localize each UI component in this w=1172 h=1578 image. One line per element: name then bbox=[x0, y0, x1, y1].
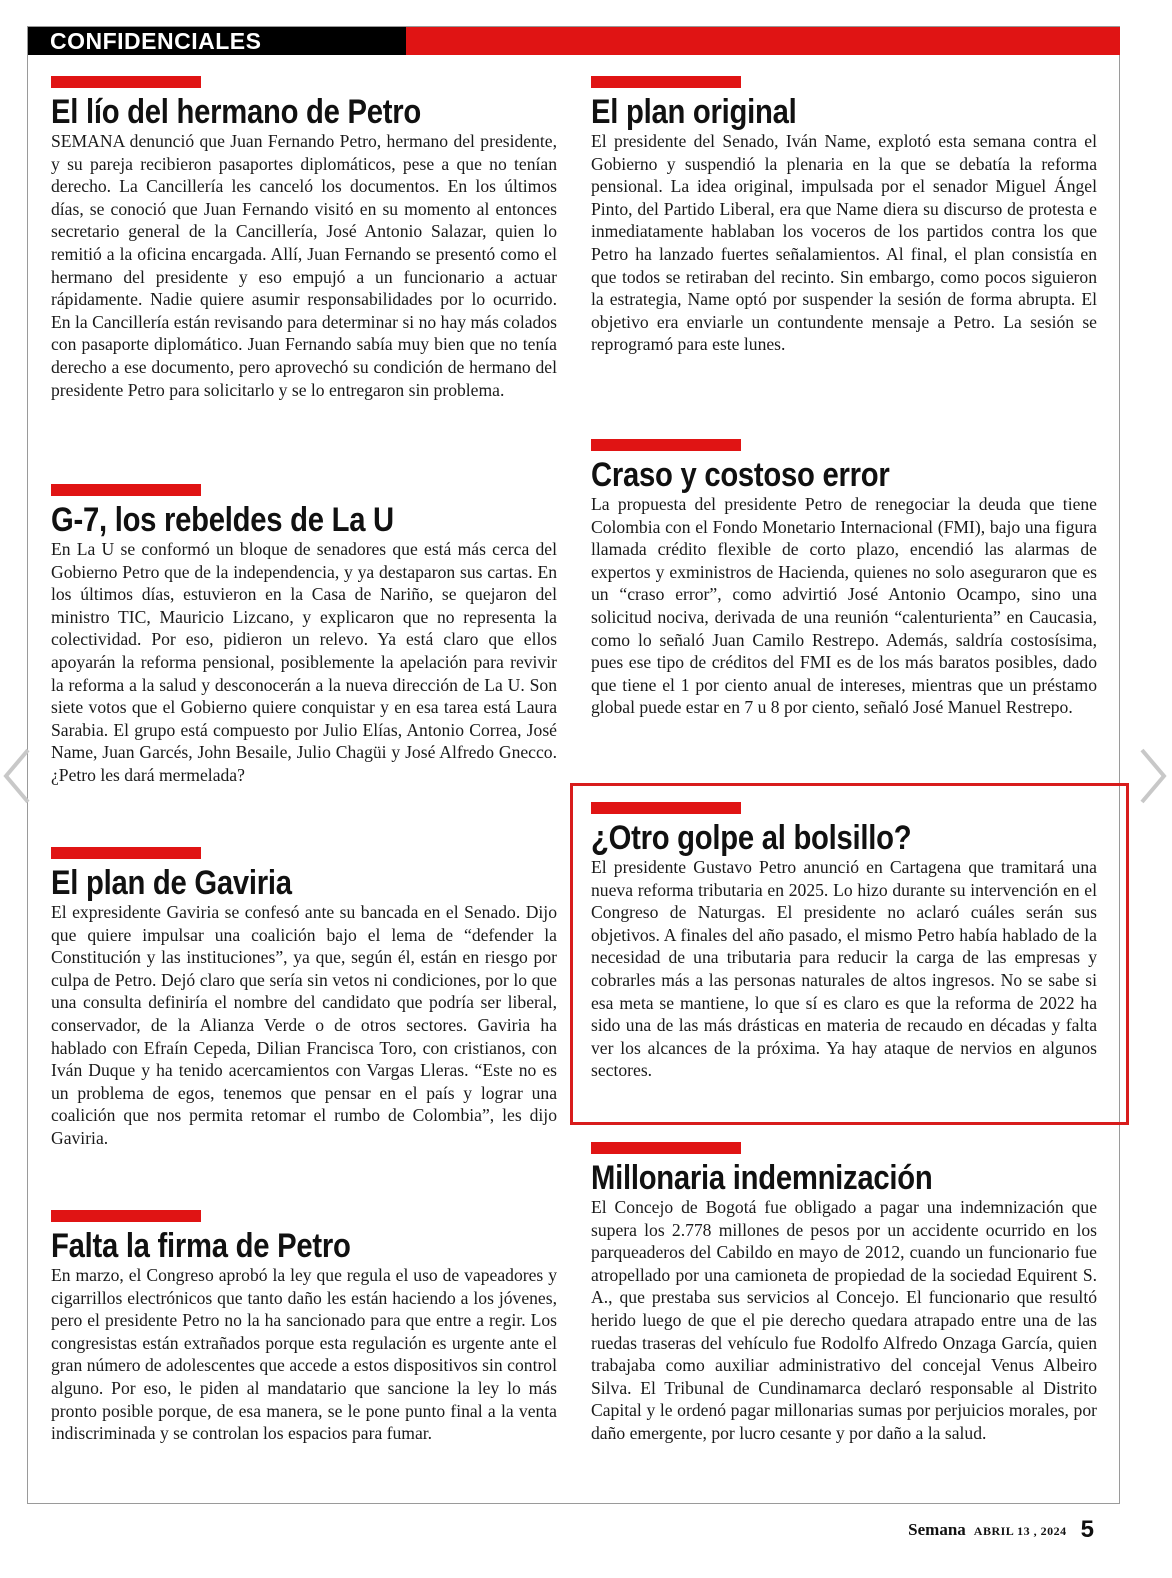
section-label: CONFIDENCIALES bbox=[28, 27, 406, 55]
headline-accent-bar bbox=[51, 76, 201, 88]
section-header-bar bbox=[28, 27, 1120, 55]
article-g7-rebeldes bbox=[51, 484, 557, 787]
article-body: SEMANA denunció que Juan Fernando Petro, hermano del presidente, y su pareja recibieron pasaportes diplomáticos, pese a que no tenían derecho. La Cancillería les canceló los documentos. En los últimos días, se conoció que Juan Fernando visitó en su momento al entonces secretario general de la Cancillería, José Antonio Salazar, quien lo remitió a la oficina encargada. Allí, Juan Fernando se presentó como el hermano del presidente y eso empujó a un funcionario a actuar rápidamente. Nadie quiere asumir responsabilidades por lo ocurrido. En la Cancillería están revisando para determinar si no hay más colados con pasaporte diplomático. Juan Fernando sabía muy bien que no tenía derecho a ese documento, pero aprovechó su condición de hermano del presidente Petro para solicitarlo y se lo entregaron sin problema. bbox=[51, 131, 557, 400]
article-hermano-petro bbox=[51, 76, 557, 401]
headline-accent-bar bbox=[591, 439, 741, 451]
article-headline: G-7, los rebeldes de La U bbox=[51, 501, 394, 539]
article-body: El presidente del Senado, Iván Name, explotó esta semana contra el Gobierno y suspendió la plenaria en la que se debatía la reforma pensional. La idea original, impulsada por el senador Miguel Ángel Pinto, del Partido Liberal, era que Name diera su discurso de protesta e inmediatamente hablaban los voceros de los partidos contra los que Petro ha lanzado fuertes señalamientos. Al final, el plan consistía en que todos se retiraban del recinto. Sin embargo, como pocos siguieron la estrategia, Name optó por suspender la sesión de forma abrupta. El objetivo era enviarle un contundente mensaje a Petro. La sesión se reprogramó para este lunes. bbox=[591, 131, 1097, 355]
article-headline: El plan de Gaviria bbox=[51, 864, 292, 902]
article-body: El expresidente Gaviria se confesó ante su bancada en el Senado. Dijo que quiere impulsar una coalición bajo el lema de “defender la Constitución y las instituciones”, ya que, según él, están en riesgo por culpa de Petro. Dejó claro que sería sin vetos ni condiciones, por lo que una consulta definiría el nombre del candidato que podría ser liberal, conservador, de la Alianza Verde o de otros sectores. Gaviria ha hablado con Efraín Cepeda, Dilian Francisca Toro, con cristianos, con Iván Duque y ha tenido acercamientos con Vargas Lleras. “Este no es un problema de egos, tenemos que pensar en el país y lograr una coalición que nos permita retomar el rumbo de Colombia”, les dijo Gaviria. bbox=[51, 902, 557, 1148]
chevron-right-icon[interactable] bbox=[1136, 746, 1170, 806]
article-plan-original bbox=[591, 76, 1097, 356]
headline-accent-bar bbox=[591, 76, 741, 88]
article-body: La propuesta del presidente Petro de renegociar la deuda que tiene Colombia con el Fondo Monetario Internacional (FMI), bajo una figura llamada crédito flexible de corto plazo, encendió las alarmas de expertos y exministros de Hacienda, quienes no solo aseguraron que es un “craso error”, como advirtió José Antonio Ocampo, sino una solicitud nociva, derivada de una reunión “calenturienta” en Caucasia, como lo señaló Juan Camilo Restrepo. Además, saldría costosísima, pues ese tipo de créditos del FMI es de los más baratos posibles, dado que tiene el 1 por ciento anual de intereses, mientras que un préstamo global puede estar en 7 u 8 por ciento, señaló José Manuel Restrepo. bbox=[591, 494, 1097, 718]
article-headline: Falta la firma de Petro bbox=[51, 1227, 351, 1265]
chevron-left-icon[interactable] bbox=[0, 746, 34, 806]
article-firma-petro bbox=[51, 1210, 557, 1445]
article-headline: El plan original bbox=[591, 93, 797, 131]
magazine-name: Semana bbox=[908, 1520, 966, 1539]
headline-accent-bar bbox=[51, 847, 201, 859]
article-plan-gaviria bbox=[51, 847, 557, 1150]
headline-accent-bar bbox=[591, 1142, 741, 1154]
article-headline: Craso y costoso error bbox=[591, 456, 890, 494]
headline-accent-bar bbox=[51, 484, 201, 496]
article-body: El Concejo de Bogotá fue obligado a pagar una indemnización que supera los 2.778 millones de pesos por un accidente ocurrido en los parqueaderos del Cabildo en mayo de 2012, cuando un funcionario fue atropellado por una camioneta de propiedad de la sociedad Equirent S. A., que prestaba sus servicios al Concejo. El funcionario que resultó herido luego de que el pie derecho quedara atrapado entre una de las ruedas traseras del vehículo fue Rodolfo Alfredo Onzaga García, quien trabajaba como auxiliar administrativo del concejal Venus Albeiro Silva. El Tribunal de Cundinamarca declaró responsable al Distrito Capital y le ordenó pagar millonarias sumas por perjuicios morales, por daño emergente, por lucro cesante y por daño a la salud. bbox=[591, 1197, 1097, 1443]
article-body: En marzo, el Congreso aprobó la ley que regula el uso de vapeadores y cigarrillos electrónicos que tanto daño les están haciendo a los jóvenes, pero el presidente Petro no la ha sancionado para que entre a regir. Los congresistas están extrañados porque esta regulación es urgente ante el gran número de adolescentes que accede a estos dispositivos sin control alguno. Por eso, le piden al mandatario que sancione la ley lo más pronto posible porque, de esa manera, se le pone punto final a la venta indiscriminada y se controlan los espacios para fumar. bbox=[51, 1265, 557, 1444]
article-craso-error bbox=[591, 439, 1097, 719]
article-millonaria-indemnizacion bbox=[591, 1142, 1097, 1445]
highlight-box bbox=[570, 783, 1129, 1125]
article-body: En La U se conformó un bloque de senadores que está más cerca del Gobierno Petro que de la independencia, y ya destaparon sus cartas. En los últimos días, estuvieron en la Casa de Nariño, se quejaron del ministro TIC, Mauricio Lizcano, y explicaron que no representa la colectividad. Por eso, pidieron un relevo. Ya está claro que ellos apoyarán la reforma pensional, posiblemente la apelación para revivir la reforma a la salud y desconocerán a la nueva dirección de La U. Son siete votos que el Gobierno quiere conquistar y en esa tarea está Laura Sarabia. El grupo está compuesto por Julio Elías, Antonio Correa, José Name, Juan Garcés, John Besaile, Julio Chagüi y José Alfredo Gnecco. ¿Petro les dará mermelada? bbox=[51, 539, 557, 785]
page-number: 5 bbox=[1080, 1516, 1094, 1543]
article-headline: ¿Otro golpe al bolsillo? bbox=[591, 819, 912, 857]
article-headline: El lío del hermano de Petro bbox=[51, 93, 421, 131]
headline-accent-bar bbox=[51, 1210, 201, 1222]
article-headline: Millonaria indemnización bbox=[591, 1159, 933, 1197]
page-footer bbox=[908, 1516, 1094, 1544]
article-body: El presidente Gustavo Petro anunció en Cartagena que tramitará una nueva reforma tributaria en 2025. Lo hizo durante su intervención en el Congreso de Naturgas. El presidente no aclaró cuáles serán sus objetivos. A finales del año pasado, el mismo Petro había hablado de la necesidad de una tributaria para reducir la carga de las empresas y cobrarles más a las personas naturales de altos ingresos. No se sabe si esa meta se mantiene, lo que sí es claro es que la reforma de 2022 ha sido una de las más drásticas en materia de recaudo en décadas y falta ver los alcances de la próxima. Ya hay ataque de nervios en algunos sectores. bbox=[591, 857, 1097, 1081]
issue-date: ABRIL 13 , 2024 bbox=[973, 1524, 1067, 1538]
